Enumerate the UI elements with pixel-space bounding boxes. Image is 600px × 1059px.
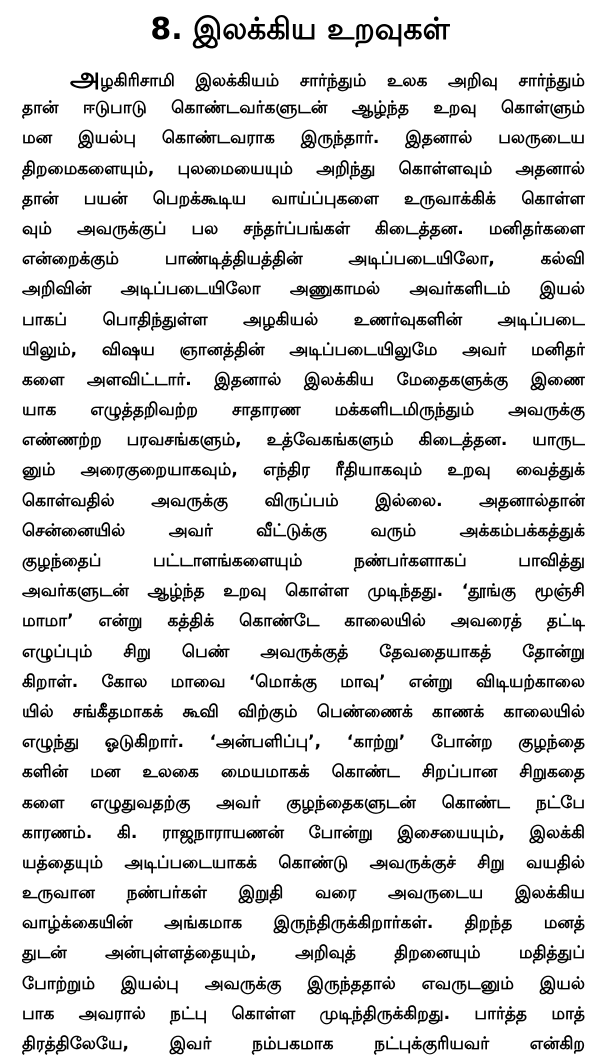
paragraph-line: கிறாள். கோல மாவை ‘மொக்கு மாவு’ என்று விடியற்காலை [22, 671, 585, 692]
paragraph-line: அறிவின் அடிப்படையிலோ அணுகாமல் அவர்களிடம் இயல் [22, 279, 585, 300]
paragraph-line: னும் அரைகுறையாகவும், எந்திர ரீதியாகவும் உறவு வைத்துக் [22, 460, 585, 481]
paragraph-line: துடன் அன்புள்ளத்தையும், அறிவுத் திறனையும் மதித்துப் [22, 943, 585, 964]
paragraph-line: என்றைக்கும் பாண்டித்தியத்தின் அடிப்படையிலோ, கல்வி [22, 249, 585, 270]
chapter-title: 8. இலக்கிய உறவுகள் [150, 12, 450, 47]
paragraph-line: யாக எழுத்தறிவற்ற சாதாரண மக்களிடமிருந்தும் அவருக்கு [22, 400, 585, 421]
paragraph-line: வாழ்க்கையின் அங்கமாக இருந்திருக்கிறார்கள். திறந்த மனத் [22, 913, 585, 934]
paragraph-line: மாமா’ என்று கத்திக் கொண்டே காலையில் அவரைத் தட்டி [22, 611, 585, 632]
paragraph-line-text: ழகிரிசாமி இலக்கியம் சார்ந்தும் உலக அறிவு சார்ந்தும் [100, 71, 585, 91]
paragraph-line: தான் ஈடுபாடு கொண்டவர்களுடன் ஆழ்ந்த உறவு கொள்ளும் [22, 98, 585, 119]
drop-cap-letter: அ [70, 63, 101, 93]
paragraph-line: யிலும், விஷய ஞானத்தின் அடிப்படையிலுமே அவர் மனிதர் [22, 339, 585, 360]
paragraph-line: எழுப்பும் சிறு பெண் அவருக்குத் தேவதையாகத் தோன்று [22, 641, 585, 662]
paragraph-line: சென்னையில் அவர் வீட்டுக்கு வரும் அக்கம்பக்கத்துக் [22, 520, 585, 541]
paragraph-line: பாக அவரால் நட்பு கொள்ள முடிந்திருக்கிறது. பார்த்த மாத் [22, 1003, 585, 1024]
paragraph-line: யில் சங்கீதமாகக் கூவி விற்கும் பெண்ணைக் காணக் காலையில் [22, 701, 585, 722]
paragraph-line: வும் அவருக்குப் பல சந்தர்ப்பங்கள் கிடைத்தன. மனிதர்களை [22, 218, 585, 239]
paragraph-line: யத்தையும் அடிப்படையாகக் கொண்டு அவருக்குச் சிறு வயதில் [22, 852, 585, 873]
paragraph-line: தான் பயன் பெறக்கூடிய வாய்ப்புகளை உருவாக்கிக் கொள்ள [22, 188, 585, 209]
paragraph-line: குழந்தைப் பட்டாளங்களையும் நண்பர்களாகப் பாவித்து [22, 551, 585, 571]
paragraph-line: திறமைகளையும், புலமையையும் அறிந்து கொள்ளவும் அதனால் [22, 158, 585, 179]
paragraph-line: களை அளவிட்டார். இதனால் இலக்கிய மேதைகளுக்கு இணை [22, 369, 585, 390]
paragraph-line: களை எழுதுவதற்கு அவர் குழந்தைகளுடன் கொண்ட நட்பே [22, 792, 585, 813]
paragraph-line: மன இயல்பு கொண்டவராக இருந்தார். இதனால் பலருடைய [22, 128, 585, 149]
paragraph-line: பாகப் பொதிந்துள்ள அழகியல் உணர்வுகளின் அடிப்படை [22, 309, 585, 330]
paragraph-line: களின் மன உலகை மையமாகக் கொண்ட சிறப்பான சிறுகதை [22, 762, 585, 783]
paragraph-line: உருவான நண்பர்கள் இறுதி வரை அவருடைய இலக்கிய [22, 883, 585, 904]
paragraph-line: காரணம். கி. ராஜநாராயணன் போன்று இசையையும், இலக்கி [22, 822, 585, 843]
paragraph-line: கொள்வதில் அவருக்கு விருப்பம் இல்லை. அதனால்தான் [22, 490, 585, 511]
paragraph-line: அவர்களுடன் ஆழ்ந்த உறவு கொள்ள முடிந்தது. ‘தூங்கு மூஞ்சி [22, 581, 585, 602]
paragraph-line [22, 63, 585, 93]
paragraph-line: போற்றும் இயல்பு அவருக்கு இருந்ததால் எவருடனும் இயல் [22, 973, 585, 994]
paragraph-line: எழுந்து ஓடுகிறார். ‘அன்பளிப்பு’, ‘காற்று’ போன்ற குழந்தை [22, 732, 585, 753]
paragraph-line: எண்ணற்ற பரவசங்களும், உத்வேகங்களும் கிடைத்தன. யாருட [22, 430, 585, 451]
chapter-paragraph [22, 63, 585, 1059]
paragraph-line: திரத்திலேயே, இவர் நம்பகமாக நட்புக்குரியவர் என்கிற [22, 1034, 585, 1054]
